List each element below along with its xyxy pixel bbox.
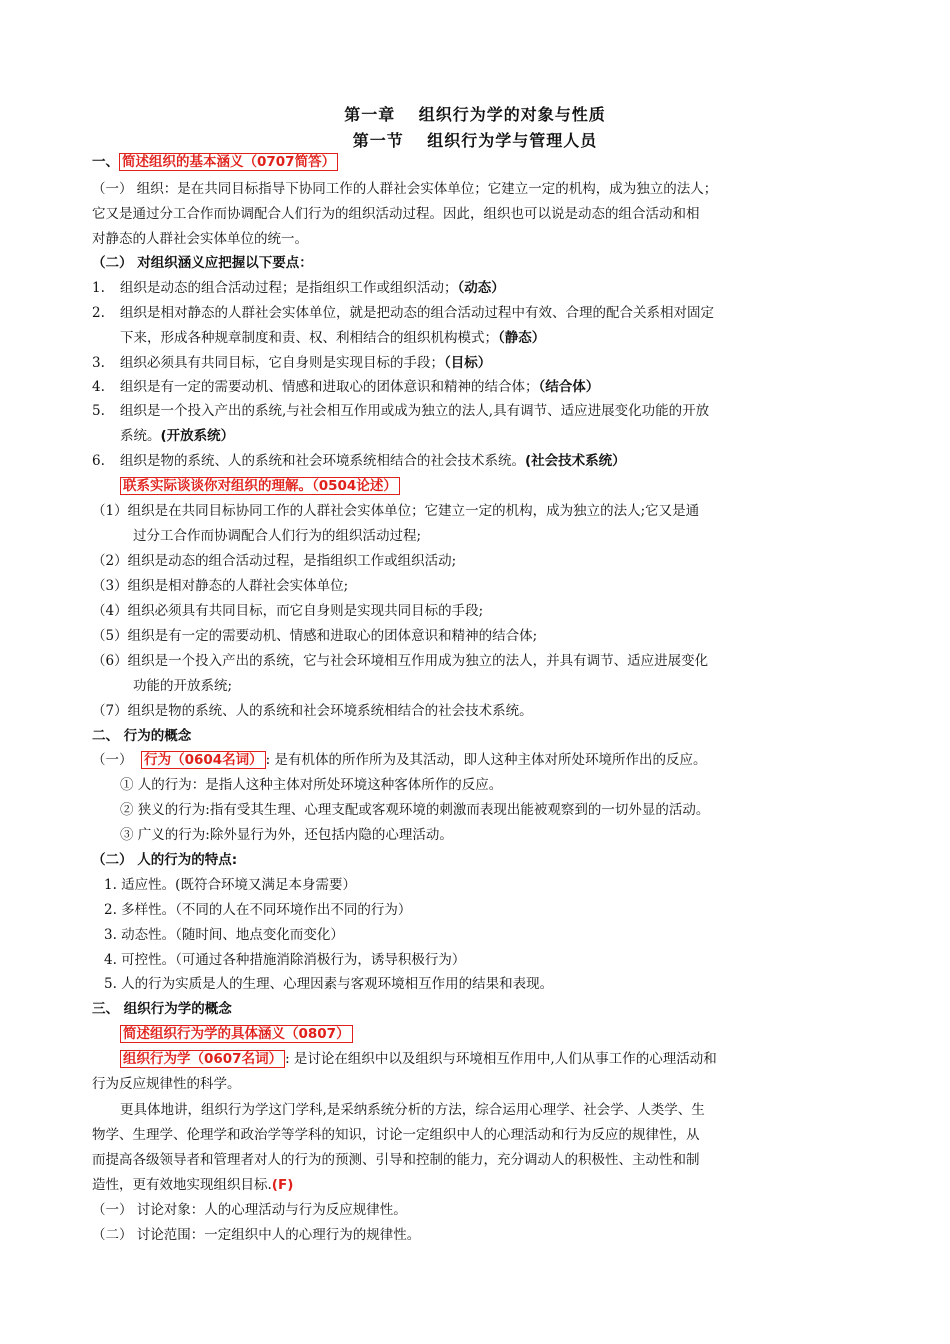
answer-line: （1）组织是在共同目标协同工作的人群社会实体单位；它建立一定的机构，成为独立的法人;它又是通 [92, 503, 700, 519]
item-tag: （静态） [498, 330, 546, 346]
list-item-4 [92, 377, 599, 397]
behavior-point-3: ③ 广义的行为:除外显行为外，还包括内隐的心理活动。 [120, 827, 453, 843]
paragraph-text: 造性，更有效地实现组织目标. [92, 1177, 272, 1193]
answer-line: （4）组织必须具有共同目标，而它自身则是实现共同目标的手段; [92, 603, 484, 619]
question-heading-3 [120, 1024, 353, 1044]
item-tag: （动态） [457, 280, 505, 296]
answer-line: 功能的开放系统; [133, 678, 233, 694]
question-heading-2 [120, 476, 400, 496]
answer-line: （5）组织是有一定的需要动机、情感和进取心的团体意识和精神的结合体; [92, 628, 538, 644]
list-item-2-cont [120, 328, 545, 348]
question-box-3: 简述组织行为学的具体涵义（0807） [120, 1025, 353, 1043]
item-number: 6. [92, 453, 105, 469]
item-text: 组织必须具有共同目标，它自身则是实现目标的手段； [120, 355, 444, 371]
paragraph-line: 物学、生理学、伦理学和政治学等学科的知识，讨论一定组织中人的心理活动和行为反应的规律性，从 [92, 1127, 700, 1143]
list-item-1 [92, 278, 505, 298]
ob-definition [120, 1049, 717, 1069]
item-text: 下来，形成各种规章制度和责、权、利相结合的组织机构模式； [120, 330, 498, 346]
item-number: 4. [92, 379, 105, 395]
item-prefix: （一） [92, 752, 133, 768]
feature-item: 1. 适应性。(既符合环境又满足本身需要） [104, 877, 356, 893]
definition-text: : 是讨论在组织中以及组织与环境相互作用中,人们从事工作的心理活动和 [285, 1051, 717, 1067]
paragraph-line: 它又是通过分工合作而协调配合人们行为的组织活动过程。因此，组织也可以说是动态的组合活动和相 [92, 206, 700, 222]
answer-line: （2）组织是动态的组合活动过程，是指组织工作或组织活动; [92, 553, 457, 569]
item-text: 系统。 [120, 428, 161, 444]
behavior-point-2: ② 狭义的行为:指有受其生理、心理支配或客观环境的刺激而表现出能被观察到的一切外显的活动。 [120, 802, 710, 818]
answer-line: （7）组织是物的系统、人的系统和社会环境系统相结合的社会技术系统。 [92, 703, 533, 719]
item-tag: (社会技术系统） [525, 453, 626, 469]
item-tag: （结合体） [538, 379, 600, 395]
section-1-number: 一、 [92, 154, 119, 170]
paragraph-line: 更具体地讲，组织行为学这门学科,是采纳系统分析的方法，综合运用心理学、社会学、人类学、生 [120, 1102, 705, 1118]
term-box-behavior: 行为（0604名词） [141, 751, 266, 769]
list-item-5 [92, 401, 709, 421]
question-box-1: 简述组织的基本涵义（0707简答） [119, 153, 338, 171]
answer-line: 过分工合作而协调配合人们行为的组织活动过程; [133, 528, 422, 544]
research-object: （一） 讨论对象：人的心理活动与行为反应规律性。 [92, 1202, 407, 1218]
research-scope: （二） 讨论范围：一定组织中人的心理行为的规律性。 [92, 1227, 421, 1243]
red-tag: (F) [271, 1177, 294, 1193]
definition-text: : 是有机体的所作所为及其活动，即人这种主体对所处环境所作出的反应。 [265, 752, 707, 768]
list-item-5-cont [120, 426, 234, 446]
item-tag: (开放系统） [160, 428, 235, 444]
section-title: 第一节 组织行为学与管理人员 [352, 131, 598, 150]
answer-line: （3）组织是相对静态的人群社会实体单位; [92, 578, 349, 594]
feature-item: 3. 动态性。（随时间、地点变化而变化） [104, 927, 344, 943]
item-number: 2. [92, 305, 105, 321]
item-text: 组织是一个投入产出的系统,与社会相互作用或成为独立的法人,具有调节、适应进展变化功能的开放 [120, 403, 710, 419]
list-item-2 [92, 303, 714, 323]
paragraph-last-line [92, 1175, 293, 1195]
subheading: （二） 对组织涵义应把握以下要点： [92, 255, 313, 271]
item-number: 1. [92, 280, 105, 296]
item-tag: （目标） [444, 355, 492, 371]
item-number: 3. [92, 355, 105, 371]
question-box-2: 联系实际谈谈你对组织的理解。（0504论述） [120, 477, 400, 495]
section-1-heading [92, 152, 338, 172]
item-text: 组织是有一定的需要动机、情感和进取心的团体意识和精神的结合体； [120, 379, 539, 395]
section-2-heading: 二、 行为的概念 [92, 728, 192, 744]
item-number: 5. [92, 403, 105, 419]
feature-item: 2. 多样性。（不同的人在不同环境作出不同的行为） [104, 902, 412, 918]
section-3-heading: 三、 组织行为学的概念 [92, 1001, 232, 1017]
item-text: 组织是相对静态的人群社会实体单位，就是把动态的组合活动过程中有效、合理的配合关系相对固定 [120, 305, 714, 321]
behavior-point-1: ① 人的行为：是指人这种主体对所处环境这种客体所作的反应。 [120, 777, 503, 793]
feature-item: 5. 人的行为实质是人的生理、心理因素与客观环境相互作用的结果和表现。 [104, 976, 554, 992]
paragraph-line: 行为反应规律性的科学。 [92, 1076, 241, 1092]
chapter-title: 第一章 组织行为学的对象与性质 [344, 105, 606, 124]
list-item-3 [92, 353, 491, 373]
answer-line: （6）组织是一个投入产出的系统，它与社会环境相互作用成为独立的法人，并具有调节、适应进展变化 [92, 653, 709, 669]
paragraph-line: 而提高各级领导者和管理者对人的行为的预测、引导和控制的能力，充分调动人的积极性、主动性和制 [92, 1152, 700, 1168]
behavior-definition [92, 750, 707, 770]
term-box-ob: 组织行为学（0607名词） [120, 1050, 285, 1068]
subheading: （二） 人的行为的特点: [92, 852, 238, 868]
paragraph-line: 对静态的人群社会实体单位的统一。 [92, 231, 308, 247]
item-text: 组织是物的系统、人的系统和社会环境系统相结合的社会技术系统。 [120, 453, 525, 469]
paragraph-line: （一） 组织：是在共同目标指导下协同工作的人群社会实体单位；它建立一定的机构，成为独立的法人； [92, 181, 718, 197]
item-text: 组织是动态的组合活动过程；是指组织工作或组织活动； [120, 280, 458, 296]
list-item-6 [92, 451, 626, 471]
feature-item: 4. 可控性。（可通过各种措施消除消极行为，诱导积极行为） [104, 952, 466, 968]
